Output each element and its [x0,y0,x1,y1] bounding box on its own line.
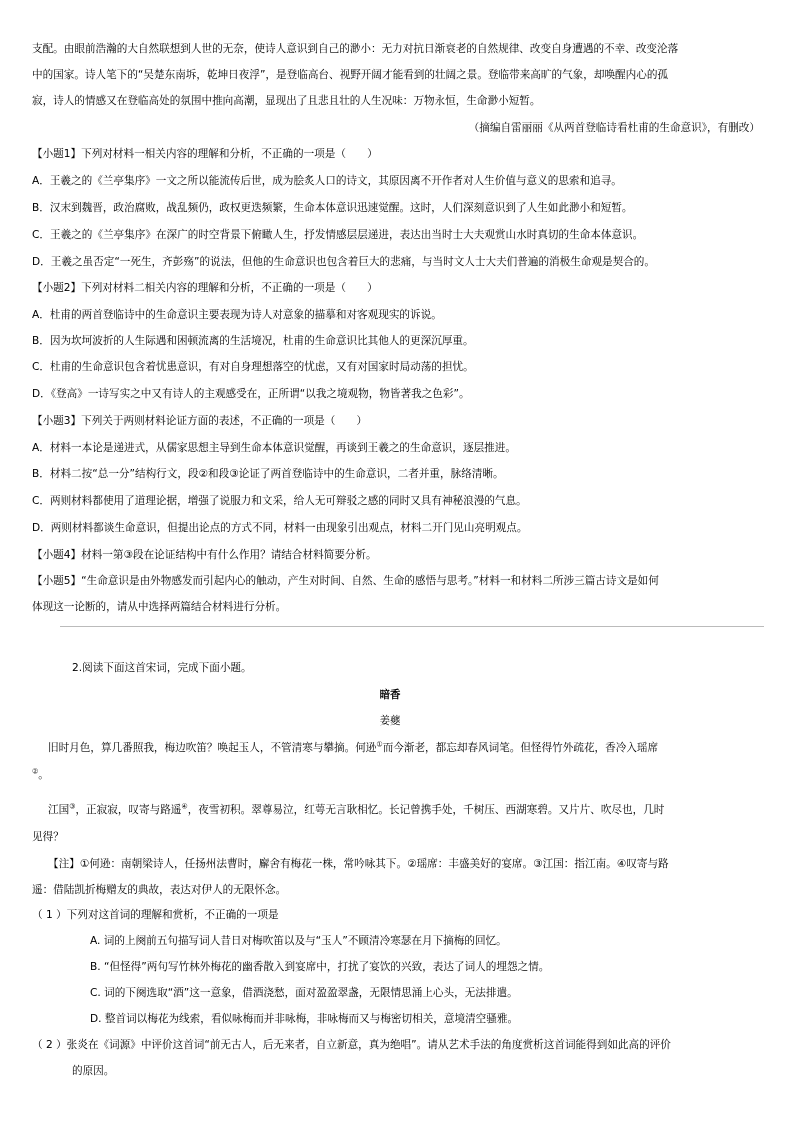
question-1-option-d: D．王羲之虽否定“一死生，齐彭殇”的说法，但他的生命意识也包含着巨大的悲痛，与当时文人士大夫们普遍的消极生命观是契合的。 [32,256,655,268]
question-3-option-c: C．两则材料都使用了道理论据，增强了说服力和文采，给人无可辩驳之感的同时又具有神秘浪漫的气息。 [32,495,527,507]
poem-text: 。 [38,769,49,781]
question-2-option-c: C．杜甫的生命意识包含着忧患意识，有对自身理想落空的忧虑，又有对国家时局动荡的担忧。 [32,361,474,373]
question-1-option-a: A．王羲之的《兰亭集序》一文之所以能流传后世，成为脍炙人口的诗文，其原因离不开作者对人生价值与意义的思索和追寻。 [32,175,622,187]
poem-question-1-option-b: B. “但怪得”两句写竹林外梅花的幽香散入到宴席中，打扰了宴饮的兴致，表达了词人的埋怨之情。 [90,961,550,973]
poem-note-line: 【注】①何逊：南朝梁诗人，任扬州法曹时，廨舍有梅花一株，常吟咏其下。②瑶席：丰盛美好的宴席。③江国：指江南。④叹寄与路 [48,858,669,870]
poem-stanza-2-line: 见得？ [32,831,64,843]
footnote-mark: ③ [69,802,76,811]
question-1-option-c: C．王羲之的《兰亭集序》在深广的时空背景下俯瞰人生，抒发情感层层递进，表达出当时士大夫观赏山水时真切的生命本体意识。 [32,229,644,241]
poem-question-1-option-d: D. 整首词以梅花为线索，看似咏梅而并非咏梅，非咏梅而又与梅密切相关，意境清空骚雅。 [90,1013,519,1025]
material-text-line: 寂，诗人的情感又在登临高处的氛围中推向高潮，显现出了且悲且壮的人生况味：万物永恒，生命渺小短暂。 [32,95,541,107]
material-source: （摘编自雷丽丽《从两首登临诗看杜甫的生命意识》，有删改） [468,122,760,134]
question-2-stem: 【小题2】下列对材料二相关内容的理解和分析，不正确的一项是（ ） [32,282,378,294]
question-2-option-b: B．因为坎坷波折的人生际遇和困顿流离的生活境况，杜甫的生命意识比其他人的更深沉厚重。 [32,335,474,347]
footnote-mark: ① [376,740,383,749]
section-2-intro: 2.阅读下面这首宋词，完成下面小题。 [72,662,252,674]
poem-note-line: 遥：借陆凯折梅赠友的典故，表达对伊人的无限怀念。 [32,884,287,896]
poem-question-1-option-c: C. 词的下阕选取“酒”这一意象，借酒浇愁，面对盈盈翠盏，无限情思涌上心头，无法排遣。 [90,987,518,999]
section-divider [60,626,764,627]
footnote-mark: ② [32,767,39,776]
poem-text: 旧时月色，算几番照我，梅边吹笛？唤起玉人，不管清寒与攀摘。何逊 [48,742,377,754]
poem-stanza-1-line [32,768,49,782]
poem-stanza-1-line [48,741,658,755]
poem-text: ，夜雪初积。翠尊易泣，红萼无言耿相忆。长记曾携手处，千树压、西湖寒碧。又片片、吹尽也，几时 [187,804,665,816]
poem-question-2-line: 的原因。 [72,1065,115,1077]
poem-question-1-stem: （ 1 ）下列对这首词的理解和赏析，不正确的一项是 [32,909,279,921]
poem-question-2-line: （ 2 ）张炎在《词源》中评价这首词“前无古人，后无来者，自立新意，真为绝唱”。请从艺术手法的角度赏析这首词能得到如此高的评价 [32,1039,671,1051]
poem-text: 江国 [48,804,70,816]
question-5-line: 【小题5】“生命意识是由外物感发而引起内心的触动，产生对时间、自然、生命的感悟与思考。”材料一和材料二所涉三篇古诗文是如何 [32,575,659,587]
question-3-option-b: B．材料二按“总一分”结构行文，段②和段③论证了两首登临诗中的生命意识，二者并重，脉络清晰。 [32,468,504,480]
poem-text: 而今渐老，都忘却春风词笔。但怪得竹外疏花，香冷入瑶席 [382,742,659,754]
poem-question-1-option-a: A. 词的上阕前五句描写词人昔日对梅吹笛以及与“玉人”不顾清冷寒瑟在月下摘梅的回忆。 [90,935,507,947]
question-3-stem: 【小题3】下列关于两则材料论证方面的表述，不正确的一项是（ ） [32,415,368,427]
poem-text: ，正寂寂，叹寄与路遥 [75,804,182,816]
footnote-mark: ④ [181,802,188,811]
question-2-option-d: D．《登高》一诗写实之中又有诗人的主观感受在，正所谓“以我之境观物，物皆著我之色彩”。 [32,388,470,400]
question-1-option-b: B．汉末到魏晋，政治腐败，战乱频仍，政权更迭频繁，生命本体意识迅速觉醒。这时，人们深刻意识到了人生如此渺小和短暂。 [32,202,633,214]
question-1-stem: 【小题1】下列对材料一相关内容的理解和分析，不正确的一项是（ ） [32,148,378,160]
question-4-stem: 【小题4】材料一第③段在论证结构中有什么作用？请结合材料简要分析。 [32,549,377,561]
material-text-line: 支配。由眼前浩瀚的大自然联想到人世的无奈，使诗人意识到自己的渺小：无力对抗日渐衰老的自然规律、改变自身遭遇的不幸、改变沦落 [32,43,679,55]
question-3-option-a: A．材料一本论是递进式，从儒家思想主导到生命本体意识觉醒，再谈到王羲之的生命意识，逐层推进。 [32,442,516,454]
question-2-option-a: A．杜甫的两首登临诗中的生命意识主要表现为诗人对意象的描摹和对客观现实的诉说。 [32,309,442,321]
material-text-line: 中的国家。诗人笔下的“吴楚东南坼，乾坤日夜浮”，是登临高台、视野开阔才能看到的壮阔之景。登临带来高旷的气象，却唤醒内心的孤 [32,69,669,81]
poem-stanza-2-line [48,803,664,817]
question-5-line: 体现这一论断的，请从中选择两篇结合材料进行分析。 [32,601,287,613]
question-3-option-d: D．两则材料都谈生命意识，但提出论点的方式不同，材料一由现象引出观点，材料二开门见山亮明观点。 [32,522,528,534]
poem-title: 暗香 [379,689,401,701]
poem-author: 姜夔 [379,715,401,727]
